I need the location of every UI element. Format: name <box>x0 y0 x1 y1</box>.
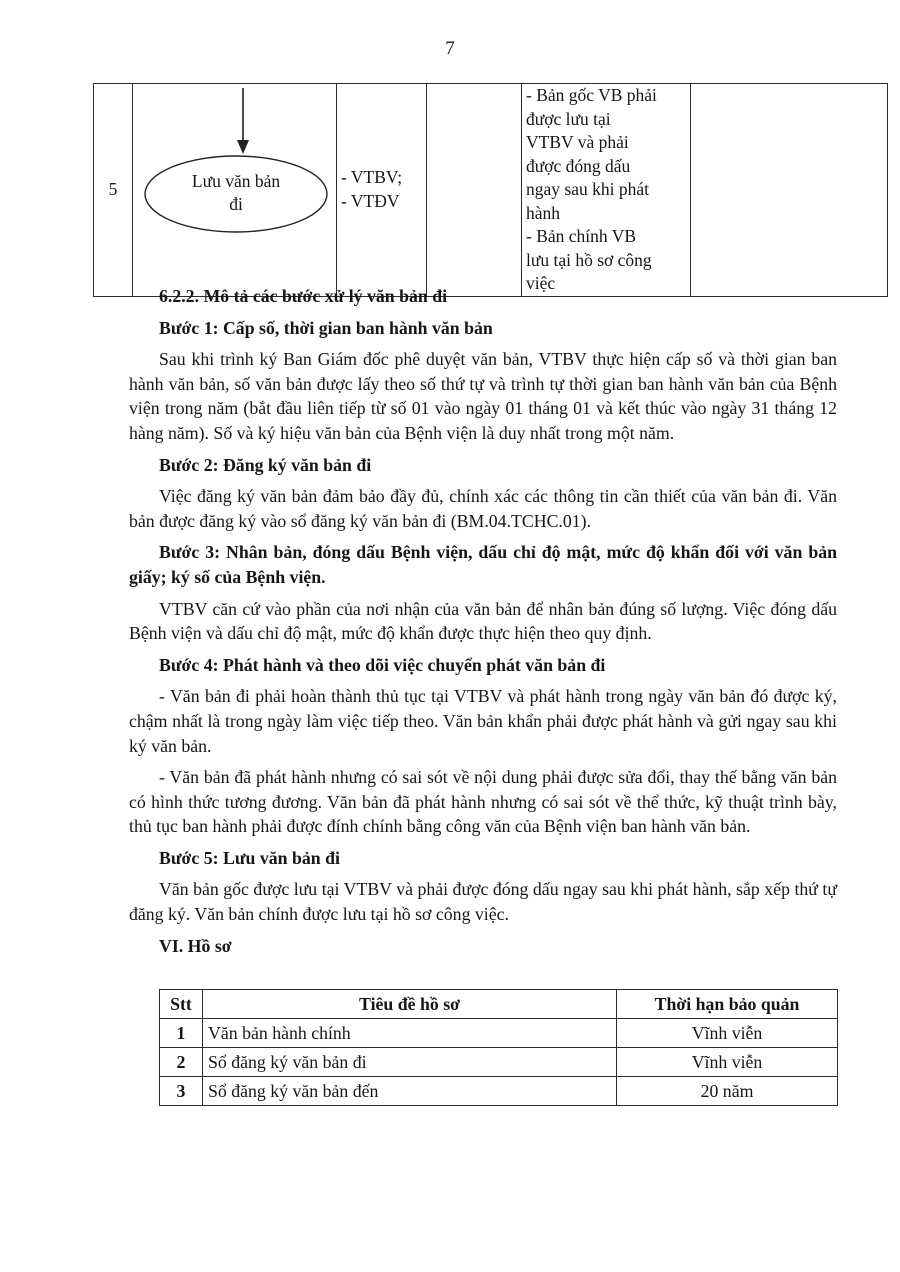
row-title: Sổ đăng ký văn bản đi <box>203 1048 617 1077</box>
page-number: 7 <box>445 38 455 59</box>
oval-label-line: đi <box>229 194 243 214</box>
step-paragraph: - Văn bản đi phải hoàn thành thủ tục tại VTBV và phát hành trong ngày văn bản đó được ký, chậm nhất là trong ngày làm việc tiếp theo. Văn bản khẩn phải được phát hành và gửi ngay sau khi ký văn bản. <box>129 686 837 756</box>
actor-line: - VTĐV <box>341 190 400 211</box>
note-line: VTBV và phải <box>526 132 629 152</box>
actor-line: - VTBV; <box>341 167 403 188</box>
step-paragraph: VTBV căn cứ vào phần của nơi nhận của văn bản để nhân bản đúng số lượng. Việc đóng dấu Bệnh viện và dấu chỉ độ mật, mức độ khẩn được thực hiện theo quy định. <box>129 598 837 644</box>
step-title: Bước 4: Phát hành và theo dõi việc chuyển phát văn bản đi <box>159 654 606 675</box>
table-header-row <box>160 990 838 1019</box>
step-title: Bước 3: Nhân bản, đóng dấu Bệnh viện, dấu chỉ độ mật, mức độ khẩn đối với văn bản giấy; ký số của Bệnh viện. <box>129 542 837 587</box>
table-row <box>160 1048 838 1077</box>
section-heading: 6.2.2. Mô tả các bước xử lý văn bản đi <box>159 286 448 306</box>
step-number: 5 <box>94 84 133 297</box>
row-title: Sổ đăng ký văn bản đến <box>203 1077 617 1106</box>
note-line: được đóng dấu <box>526 155 631 176</box>
column-header: Thời hạn bảo quản <box>617 990 838 1019</box>
table-row <box>94 84 888 297</box>
oval-label-line: Lưu văn bản <box>191 171 281 191</box>
row-title: Văn bản hành chính <box>203 1019 617 1048</box>
note-cell <box>522 84 691 297</box>
step-paragraph: - Văn bản đã phát hành nhưng có sai sót về nội dung phải được sửa đổi, thay thế bằng văn bản có hình thức tương đương. Văn bản đã phát hành nhưng có sai sót về thể thức, kỹ thuật trình bày, thủ tục ban hành phải được đính chính bằng công văn của Bệnh viện ban hành văn bản. <box>129 767 837 837</box>
empty-cell <box>691 84 888 297</box>
note-line: - Bản gốc VB phải <box>526 85 657 105</box>
row-period: Vĩnh viễn <box>617 1019 838 1048</box>
note-line: - Bản chính VB <box>526 226 637 246</box>
records-section-title: VI. Hồ sơ <box>159 935 232 956</box>
step-title: Bước 2: Đăng ký văn bản đi <box>159 454 372 475</box>
responsible-cell <box>337 84 427 297</box>
flow-arrow-head <box>237 140 249 154</box>
note-line: việc <box>526 273 556 293</box>
note-line: được lưu tại <box>526 108 611 129</box>
column-header: Tiêu đề hồ sơ <box>203 990 617 1019</box>
table-row <box>160 1019 838 1048</box>
row-stt: 2 <box>160 1048 203 1077</box>
row-period: 20 năm <box>617 1077 838 1106</box>
step-title: Bước 5: Lưu văn bản đi <box>159 847 340 868</box>
empty-cell <box>427 84 522 297</box>
note-line: ngay sau khi phát <box>526 179 649 199</box>
records-table <box>159 989 838 1106</box>
row-stt: 1 <box>160 1019 203 1048</box>
step-title: Bước 1: Cấp số, thời gian ban hành văn bản <box>159 317 493 338</box>
step-paragraph: Việc đăng ký văn bản đảm bảo đầy đủ, chính xác các thông tin cần thiết của văn bản đi. Văn bản được đăng ký vào sổ đăng ký văn bản đi (BM.04.TCHC.01). <box>129 486 837 531</box>
note-line: hành <box>526 202 561 223</box>
table-row <box>160 1077 838 1106</box>
row-period: Vĩnh viễn <box>617 1048 838 1077</box>
document-body <box>129 284 837 958</box>
column-header: Stt <box>160 990 203 1019</box>
row-stt: 3 <box>160 1077 203 1106</box>
step-paragraph: Văn bản gốc được lưu tại VTBV và phải được đóng dấu ngay sau khi phát hành, sắp xếp thứ tự đăng ký. Văn bản chính được lưu tại hồ sơ công việc. <box>129 879 837 925</box>
terminal-oval-label <box>176 170 296 216</box>
flow-diagram-cell <box>133 84 337 297</box>
note-line: lưu tại hồ sơ công <box>526 249 652 270</box>
step-paragraph: Sau khi trình ký Ban Giám đốc phê duyệt văn bản, VTBV thực hiện cấp số và thời gian ban hành văn bản, số văn bản được lấy theo số thứ tự và trình tự thời gian ban hành văn bản của Bệnh viện trong năm (bắt đầu liên tiếp từ số 01 vào ngày 01 tháng 01 và kết thúc vào ngày 31 tháng 12 hàng năm). Số và ký hiệu văn bản của Bệnh viện là duy nhất trong một năm. <box>129 349 837 443</box>
process-flow-table <box>93 83 888 297</box>
